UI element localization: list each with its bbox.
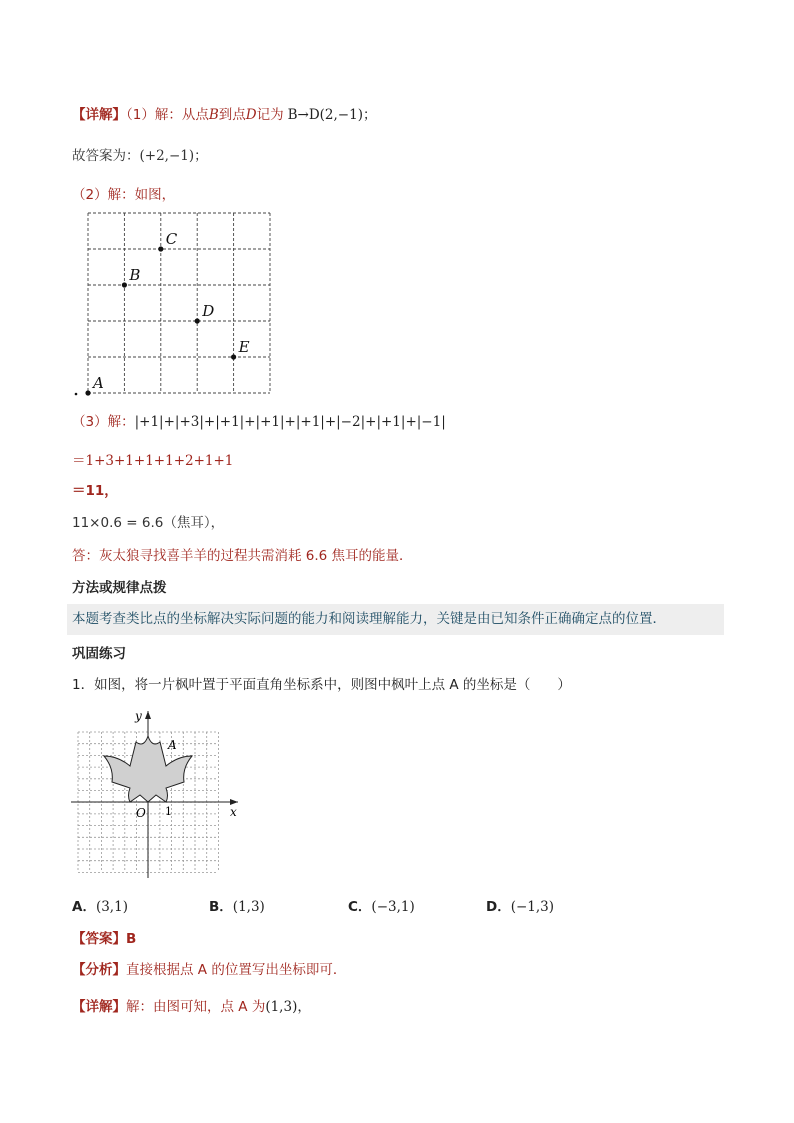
point-b-label: B bbox=[129, 266, 141, 284]
math-expression: B→D(2,−1) bbox=[287, 107, 363, 123]
option-a-letter: A． bbox=[72, 899, 96, 915]
point-a-label: A bbox=[93, 374, 104, 392]
option-a-value: (3,1) bbox=[95, 899, 128, 915]
point-d-label: D bbox=[245, 107, 257, 123]
x-axis-label: x bbox=[230, 805, 237, 819]
y-axis-label: y bbox=[135, 709, 142, 723]
point-a-dot bbox=[85, 390, 90, 395]
question-1: 1．如图，将一片枫叶置于平面直角坐标系中，则图中枫叶上点 A 的坐标是（ ） bbox=[72, 677, 571, 693]
detail-2-line bbox=[72, 997, 311, 1017]
point-d-label: D bbox=[202, 302, 215, 320]
detail-text: 记为 bbox=[256, 107, 284, 123]
option-c[interactable] bbox=[348, 897, 415, 917]
part-number: （1） bbox=[126, 107, 155, 123]
stray-dot bbox=[75, 393, 78, 396]
detail-tag: 【详解】 bbox=[72, 107, 126, 123]
detail-text: 解：由图可知，点 A 为 bbox=[126, 999, 266, 1015]
origin-label: O bbox=[136, 806, 146, 820]
part-3-line bbox=[72, 412, 446, 432]
calc-line-2: ＝1+3+1+1+1+2+1+1 bbox=[72, 453, 234, 469]
answer-line bbox=[72, 929, 136, 949]
answer-value: B bbox=[126, 931, 137, 947]
method-box bbox=[67, 604, 724, 635]
point-b-label: B bbox=[208, 107, 219, 123]
part-2-label: （2）解：如图， bbox=[72, 187, 176, 203]
analysis-line bbox=[72, 960, 346, 980]
final-answer: 答：灰太狼寻找喜羊羊的过程共需消耗 6.6 焦耳的能量． bbox=[72, 548, 413, 564]
option-b[interactable] bbox=[209, 897, 265, 917]
detail-tag: 【详解】 bbox=[72, 999, 126, 1015]
unit-label: 1 bbox=[165, 805, 172, 818]
point-e-dot bbox=[231, 354, 236, 359]
math-expression: |+1|+|+3|+|+1|+|+1|+|+1|+|−2|+|+1|+|−1| bbox=[134, 414, 446, 430]
part-3-label: （3）解： bbox=[72, 414, 135, 430]
calc-line-3: ＝11， bbox=[72, 483, 118, 499]
option-b-letter: B． bbox=[209, 899, 233, 915]
punctuation: ， bbox=[297, 999, 311, 1015]
option-b-value: (1,3) bbox=[232, 899, 265, 915]
analysis-tag: 【分析】 bbox=[72, 962, 126, 978]
option-d-letter: D． bbox=[486, 899, 511, 915]
option-c-value: (−3,1) bbox=[371, 899, 415, 915]
answer-tag: 【答案】 bbox=[72, 931, 126, 947]
option-d-value: (−1,3) bbox=[510, 899, 555, 915]
practice-title: 巩固练习 bbox=[72, 646, 126, 662]
point-grid-figure bbox=[70, 205, 280, 401]
point-e-label: E bbox=[238, 338, 250, 356]
math-expression: (1,3) bbox=[265, 999, 298, 1015]
punctuation: ； bbox=[194, 148, 208, 164]
method-title: 方法或规律点拨 bbox=[72, 580, 167, 596]
math-expression: (+2,−1) bbox=[139, 148, 195, 164]
maple-leaf bbox=[104, 736, 192, 802]
detail-text: 解：从点 bbox=[154, 107, 209, 123]
calc-line-4: 11×0.6 = 6.6（焦耳）， bbox=[72, 515, 225, 531]
option-c-letter: C． bbox=[348, 899, 372, 915]
option-a[interactable] bbox=[72, 897, 128, 917]
analysis-text: 直接根据点 A 的位置写出坐标即可． bbox=[126, 962, 347, 978]
point-c-label: C bbox=[165, 230, 178, 248]
y-axis-arrow bbox=[145, 711, 151, 719]
point-b-dot bbox=[122, 282, 127, 287]
punctuation: ； bbox=[362, 107, 377, 123]
method-text: 本题考查类比点的坐标解决实际问题的能力和阅读理解能力，关键是由已知条件正确确定点的位置． bbox=[72, 611, 666, 627]
leaf-point-a-label: A bbox=[168, 738, 177, 752]
answer-1-line bbox=[72, 146, 208, 166]
detail-text: 到点 bbox=[218, 107, 246, 123]
detail-1-line bbox=[72, 105, 376, 125]
answer-label: 故答案为： bbox=[72, 148, 140, 164]
maple-leaf-figure bbox=[68, 706, 243, 886]
point-d-dot bbox=[195, 318, 200, 323]
point-c-dot bbox=[158, 246, 163, 251]
option-d[interactable] bbox=[486, 897, 554, 917]
